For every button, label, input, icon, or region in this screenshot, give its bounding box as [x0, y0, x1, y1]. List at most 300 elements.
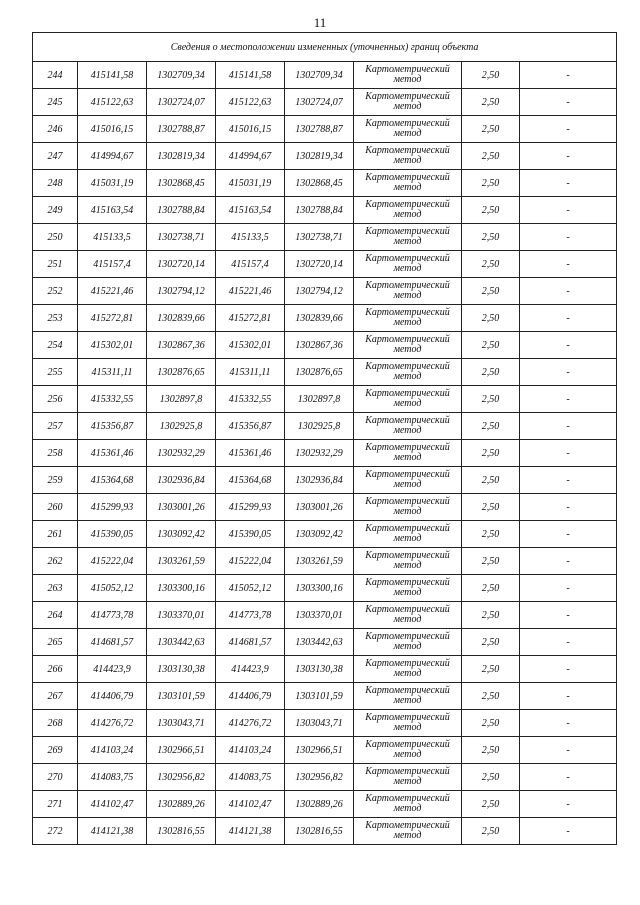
method-line1: Картометрический — [365, 361, 450, 372]
y-new-cell: 1302867,36 — [285, 332, 354, 359]
table-row — [33, 89, 617, 116]
method-cell — [354, 791, 462, 818]
method-line2: метод — [393, 236, 422, 247]
y-new-cell: 1302932,29 — [285, 440, 354, 467]
method-cell — [354, 170, 462, 197]
description-cell: - — [520, 467, 617, 494]
x-new-cell: 415222,04 — [216, 548, 285, 575]
accuracy-cell: 2,50 — [462, 710, 520, 737]
method-cell — [354, 413, 462, 440]
x-existing-cell: 414121,38 — [78, 818, 147, 845]
x-new-cell: 414406,79 — [216, 683, 285, 710]
y-existing-cell: 1302966,51 — [147, 737, 216, 764]
y-new-cell: 1302788,84 — [285, 197, 354, 224]
y-new-cell: 1303043,71 — [285, 710, 354, 737]
accuracy-cell: 2,50 — [462, 818, 520, 845]
method-line1: Картометрический — [365, 415, 450, 426]
accuracy-cell: 2,50 — [462, 602, 520, 629]
method-line1: Картометрический — [365, 793, 450, 804]
y-new-cell: 1302839,66 — [285, 305, 354, 332]
y-new-cell: 1302724,07 — [285, 89, 354, 116]
x-existing-cell: 414103,24 — [78, 737, 147, 764]
x-existing-cell: 414773,78 — [78, 602, 147, 629]
table-row — [33, 521, 617, 548]
y-new-cell: 1303092,42 — [285, 521, 354, 548]
y-existing-cell: 1302816,55 — [147, 818, 216, 845]
method-line2: метод — [393, 101, 422, 112]
accuracy-cell: 2,50 — [462, 764, 520, 791]
y-existing-cell: 1302867,36 — [147, 332, 216, 359]
y-new-cell: 1302868,45 — [285, 170, 354, 197]
x-new-cell: 415299,93 — [216, 494, 285, 521]
table-row — [33, 143, 617, 170]
accuracy-cell: 2,50 — [462, 359, 520, 386]
description-cell: - — [520, 170, 617, 197]
x-new-cell: 415133,5 — [216, 224, 285, 251]
accuracy-cell: 2,50 — [462, 224, 520, 251]
method-line2: метод — [393, 722, 422, 733]
table-row — [33, 305, 617, 332]
method-cell — [354, 683, 462, 710]
x-existing-cell: 415221,46 — [78, 278, 147, 305]
accuracy-cell: 2,50 — [462, 278, 520, 305]
table-row — [33, 683, 617, 710]
point-number-cell: 255 — [33, 359, 78, 386]
table-row — [33, 710, 617, 737]
accuracy-cell: 2,50 — [462, 548, 520, 575]
method-cell — [354, 305, 462, 332]
method-line2: метод — [393, 155, 422, 166]
x-new-cell: 415302,01 — [216, 332, 285, 359]
x-new-cell: 415122,63 — [216, 89, 285, 116]
method-cell — [354, 602, 462, 629]
description-cell: - — [520, 818, 617, 845]
method-line2: метод — [393, 614, 422, 625]
x-existing-cell: 415311,11 — [78, 359, 147, 386]
x-new-cell: 415361,46 — [216, 440, 285, 467]
x-existing-cell: 415302,01 — [78, 332, 147, 359]
method-line2: метод — [393, 317, 422, 328]
y-existing-cell: 1302956,82 — [147, 764, 216, 791]
x-existing-cell: 415222,04 — [78, 548, 147, 575]
accuracy-cell: 2,50 — [462, 305, 520, 332]
accuracy-cell: 2,50 — [462, 656, 520, 683]
y-new-cell: 1303101,59 — [285, 683, 354, 710]
description-cell: - — [520, 251, 617, 278]
y-new-cell: 1302816,55 — [285, 818, 354, 845]
y-existing-cell: 1303370,01 — [147, 602, 216, 629]
method-line2: метод — [393, 776, 422, 787]
method-cell — [354, 116, 462, 143]
x-existing-cell: 415133,5 — [78, 224, 147, 251]
table-row — [33, 818, 617, 845]
accuracy-cell: 2,50 — [462, 116, 520, 143]
y-new-cell: 1303370,01 — [285, 602, 354, 629]
method-line1: Картометрический — [365, 496, 450, 507]
method-cell — [354, 251, 462, 278]
point-number-cell: 264 — [33, 602, 78, 629]
table-row — [33, 629, 617, 656]
x-new-cell: 414103,24 — [216, 737, 285, 764]
method-line1: Картометрический — [365, 766, 450, 777]
method-line1: Картометрический — [365, 64, 450, 75]
accuracy-cell: 2,50 — [462, 629, 520, 656]
table-row — [33, 575, 617, 602]
method-cell — [354, 737, 462, 764]
point-number-cell: 251 — [33, 251, 78, 278]
y-new-cell: 1302889,26 — [285, 791, 354, 818]
point-number-cell: 268 — [33, 710, 78, 737]
y-existing-cell: 1302724,07 — [147, 89, 216, 116]
y-existing-cell: 1302788,84 — [147, 197, 216, 224]
method-line1: Картометрический — [365, 739, 450, 750]
accuracy-cell: 2,50 — [462, 143, 520, 170]
point-number-cell: 253 — [33, 305, 78, 332]
point-number-cell: 257 — [33, 413, 78, 440]
description-cell: - — [520, 602, 617, 629]
y-new-cell: 1302956,82 — [285, 764, 354, 791]
method-line2: метод — [393, 263, 422, 274]
x-existing-cell: 415390,05 — [78, 521, 147, 548]
method-line2: метод — [393, 803, 422, 814]
accuracy-cell: 2,50 — [462, 791, 520, 818]
method-cell — [354, 548, 462, 575]
x-new-cell: 415016,15 — [216, 116, 285, 143]
accuracy-cell: 2,50 — [462, 197, 520, 224]
method-line1: Картометрический — [365, 334, 450, 345]
y-new-cell: 1302819,34 — [285, 143, 354, 170]
point-number-cell: 256 — [33, 386, 78, 413]
table-row — [33, 197, 617, 224]
method-cell — [354, 359, 462, 386]
description-cell: - — [520, 332, 617, 359]
y-existing-cell: 1303261,59 — [147, 548, 216, 575]
y-existing-cell: 1302788,87 — [147, 116, 216, 143]
y-existing-cell: 1303043,71 — [147, 710, 216, 737]
point-number-cell: 266 — [33, 656, 78, 683]
x-new-cell: 415272,81 — [216, 305, 285, 332]
method-line2: метод — [393, 668, 422, 679]
description-cell: - — [520, 359, 617, 386]
x-new-cell: 415163,54 — [216, 197, 285, 224]
x-new-cell: 415332,55 — [216, 386, 285, 413]
method-cell — [354, 332, 462, 359]
method-cell — [354, 494, 462, 521]
x-existing-cell: 414681,57 — [78, 629, 147, 656]
method-cell — [354, 764, 462, 791]
table-row — [33, 548, 617, 575]
method-cell — [354, 197, 462, 224]
method-line1: Картометрический — [365, 550, 450, 561]
point-number-cell: 250 — [33, 224, 78, 251]
description-cell: - — [520, 521, 617, 548]
x-new-cell: 415390,05 — [216, 521, 285, 548]
x-existing-cell: 415163,54 — [78, 197, 147, 224]
method-line1: Картометрический — [365, 307, 450, 318]
method-line2: метод — [393, 452, 422, 463]
x-new-cell: 414994,67 — [216, 143, 285, 170]
x-existing-cell: 415141,58 — [78, 62, 147, 89]
x-new-cell: 415141,58 — [216, 62, 285, 89]
accuracy-cell: 2,50 — [462, 494, 520, 521]
point-number-cell: 258 — [33, 440, 78, 467]
x-existing-cell: 415356,87 — [78, 413, 147, 440]
method-line1: Картометрический — [365, 577, 450, 588]
table-row — [33, 737, 617, 764]
point-number-cell: 248 — [33, 170, 78, 197]
method-line2: метод — [393, 533, 422, 544]
y-existing-cell: 1302889,26 — [147, 791, 216, 818]
method-line2: метод — [393, 398, 422, 409]
table-row — [33, 116, 617, 143]
method-line1: Картометрический — [365, 820, 450, 831]
y-new-cell: 1302966,51 — [285, 737, 354, 764]
method-cell — [354, 521, 462, 548]
description-cell: - — [520, 440, 617, 467]
x-new-cell: 415052,12 — [216, 575, 285, 602]
accuracy-cell: 2,50 — [462, 251, 520, 278]
x-existing-cell: 415361,46 — [78, 440, 147, 467]
description-cell: - — [520, 764, 617, 791]
y-new-cell: 1303300,16 — [285, 575, 354, 602]
method-cell — [354, 629, 462, 656]
y-existing-cell: 1302936,84 — [147, 467, 216, 494]
method-line1: Картометрический — [365, 91, 450, 102]
table-row — [33, 602, 617, 629]
method-line1: Картометрический — [365, 226, 450, 237]
y-existing-cell: 1303130,38 — [147, 656, 216, 683]
method-line1: Картометрический — [365, 604, 450, 615]
description-cell: - — [520, 710, 617, 737]
table-title: Сведения о местоположении измененных (уточненных) границ объекта — [33, 33, 617, 62]
accuracy-cell: 2,50 — [462, 413, 520, 440]
x-new-cell: 415157,4 — [216, 251, 285, 278]
description-cell: - — [520, 386, 617, 413]
y-existing-cell: 1302897,8 — [147, 386, 216, 413]
y-new-cell: 1302897,8 — [285, 386, 354, 413]
y-new-cell: 1302738,71 — [285, 224, 354, 251]
description-cell: - — [520, 737, 617, 764]
y-existing-cell: 1302720,14 — [147, 251, 216, 278]
method-line1: Картометрический — [365, 685, 450, 696]
table-row — [33, 359, 617, 386]
x-new-cell: 415311,11 — [216, 359, 285, 386]
accuracy-cell: 2,50 — [462, 467, 520, 494]
x-new-cell: 414083,75 — [216, 764, 285, 791]
method-line1: Картометрический — [365, 388, 450, 399]
accuracy-cell: 2,50 — [462, 62, 520, 89]
x-new-cell: 414102,47 — [216, 791, 285, 818]
description-cell: - — [520, 305, 617, 332]
y-existing-cell: 1302839,66 — [147, 305, 216, 332]
x-existing-cell: 414406,79 — [78, 683, 147, 710]
y-new-cell: 1302925,8 — [285, 413, 354, 440]
y-existing-cell: 1303092,42 — [147, 521, 216, 548]
table-row — [33, 764, 617, 791]
method-line2: метод — [393, 830, 422, 841]
method-cell — [354, 710, 462, 737]
y-existing-cell: 1302925,8 — [147, 413, 216, 440]
method-line2: метод — [393, 425, 422, 436]
y-new-cell: 1303442,63 — [285, 629, 354, 656]
description-cell: - — [520, 116, 617, 143]
description-cell: - — [520, 791, 617, 818]
table-row — [33, 467, 617, 494]
method-cell — [354, 89, 462, 116]
description-cell: - — [520, 89, 617, 116]
x-existing-cell: 415031,19 — [78, 170, 147, 197]
method-cell — [354, 440, 462, 467]
x-existing-cell: 415157,4 — [78, 251, 147, 278]
point-number-cell: 247 — [33, 143, 78, 170]
table-row — [33, 332, 617, 359]
y-new-cell: 1302794,12 — [285, 278, 354, 305]
boundary-coordinates-table — [32, 32, 617, 845]
method-cell — [354, 224, 462, 251]
method-line2: метод — [393, 479, 422, 490]
point-number-cell: 262 — [33, 548, 78, 575]
x-existing-cell: 415122,63 — [78, 89, 147, 116]
table-row — [33, 791, 617, 818]
method-line1: Картометрический — [365, 172, 450, 183]
accuracy-cell: 2,50 — [462, 683, 520, 710]
x-existing-cell: 415052,12 — [78, 575, 147, 602]
description-cell: - — [520, 413, 617, 440]
point-number-cell: 249 — [33, 197, 78, 224]
y-new-cell: 1302936,84 — [285, 467, 354, 494]
description-cell: - — [520, 62, 617, 89]
point-number-cell: 261 — [33, 521, 78, 548]
table-row — [33, 170, 617, 197]
x-existing-cell: 414083,75 — [78, 764, 147, 791]
method-line1: Картометрический — [365, 712, 450, 723]
y-existing-cell: 1303442,63 — [147, 629, 216, 656]
point-number-cell: 269 — [33, 737, 78, 764]
method-line1: Картометрический — [365, 658, 450, 669]
y-new-cell: 1303001,26 — [285, 494, 354, 521]
method-line2: метод — [393, 290, 422, 301]
accuracy-cell: 2,50 — [462, 170, 520, 197]
method-line1: Картометрический — [365, 523, 450, 534]
x-new-cell: 415031,19 — [216, 170, 285, 197]
method-line2: метод — [393, 74, 422, 85]
description-cell: - — [520, 575, 617, 602]
y-existing-cell: 1302876,65 — [147, 359, 216, 386]
point-number-cell: 245 — [33, 89, 78, 116]
description-cell: - — [520, 143, 617, 170]
y-existing-cell: 1302819,34 — [147, 143, 216, 170]
description-cell: - — [520, 629, 617, 656]
description-cell: - — [520, 548, 617, 575]
point-number-cell: 263 — [33, 575, 78, 602]
method-cell — [354, 467, 462, 494]
x-new-cell: 415356,87 — [216, 413, 285, 440]
description-cell: - — [520, 683, 617, 710]
y-new-cell: 1302788,87 — [285, 116, 354, 143]
accuracy-cell: 2,50 — [462, 89, 520, 116]
method-line2: метод — [393, 695, 422, 706]
method-line2: метод — [393, 344, 422, 355]
x-new-cell: 414681,57 — [216, 629, 285, 656]
method-line1: Картометрический — [365, 280, 450, 291]
method-line1: Картометрический — [365, 253, 450, 264]
accuracy-cell: 2,50 — [462, 332, 520, 359]
x-existing-cell: 415364,68 — [78, 467, 147, 494]
description-cell: - — [520, 224, 617, 251]
point-number-cell: 270 — [33, 764, 78, 791]
table-row — [33, 278, 617, 305]
x-new-cell: 414276,72 — [216, 710, 285, 737]
page-number: 11 — [313, 15, 327, 30]
y-existing-cell: 1302794,12 — [147, 278, 216, 305]
y-existing-cell: 1302932,29 — [147, 440, 216, 467]
x-existing-cell: 414102,47 — [78, 791, 147, 818]
point-number-cell: 267 — [33, 683, 78, 710]
description-cell: - — [520, 656, 617, 683]
method-line1: Картометрический — [365, 118, 450, 129]
y-existing-cell: 1302709,34 — [147, 62, 216, 89]
method-line1: Картометрический — [365, 145, 450, 156]
y-existing-cell: 1302868,45 — [147, 170, 216, 197]
x-new-cell: 414121,38 — [216, 818, 285, 845]
method-line2: метод — [393, 506, 422, 517]
description-cell: - — [520, 197, 617, 224]
y-new-cell: 1302709,34 — [285, 62, 354, 89]
point-number-cell: 254 — [33, 332, 78, 359]
method-cell — [354, 278, 462, 305]
y-new-cell: 1302720,14 — [285, 251, 354, 278]
table-row — [33, 224, 617, 251]
point-number-cell: 246 — [33, 116, 78, 143]
method-cell — [354, 656, 462, 683]
x-existing-cell: 414423,9 — [78, 656, 147, 683]
accuracy-cell: 2,50 — [462, 440, 520, 467]
accuracy-cell: 2,50 — [462, 386, 520, 413]
point-number-cell: 271 — [33, 791, 78, 818]
y-new-cell: 1303130,38 — [285, 656, 354, 683]
y-existing-cell: 1303300,16 — [147, 575, 216, 602]
table-row — [33, 440, 617, 467]
method-line2: метод — [393, 641, 422, 652]
y-new-cell: 1302876,65 — [285, 359, 354, 386]
x-existing-cell: 415272,81 — [78, 305, 147, 332]
table-title-row — [33, 33, 617, 62]
method-line1: Картометрический — [365, 199, 450, 210]
x-new-cell: 415364,68 — [216, 467, 285, 494]
method-cell — [354, 575, 462, 602]
table-row — [33, 251, 617, 278]
y-existing-cell: 1303101,59 — [147, 683, 216, 710]
table-row — [33, 656, 617, 683]
x-new-cell: 414773,78 — [216, 602, 285, 629]
x-existing-cell: 414994,67 — [78, 143, 147, 170]
description-cell: - — [520, 494, 617, 521]
point-number-cell: 272 — [33, 818, 78, 845]
method-line2: метод — [393, 749, 422, 760]
point-number-cell: 252 — [33, 278, 78, 305]
method-cell — [354, 143, 462, 170]
accuracy-cell: 2,50 — [462, 575, 520, 602]
x-existing-cell: 414276,72 — [78, 710, 147, 737]
x-existing-cell: 415299,93 — [78, 494, 147, 521]
point-number-cell: 244 — [33, 62, 78, 89]
method-cell — [354, 62, 462, 89]
method-line1: Картометрический — [365, 442, 450, 453]
method-cell — [354, 386, 462, 413]
method-cell — [354, 818, 462, 845]
x-new-cell: 415221,46 — [216, 278, 285, 305]
method-line2: метод — [393, 128, 422, 139]
